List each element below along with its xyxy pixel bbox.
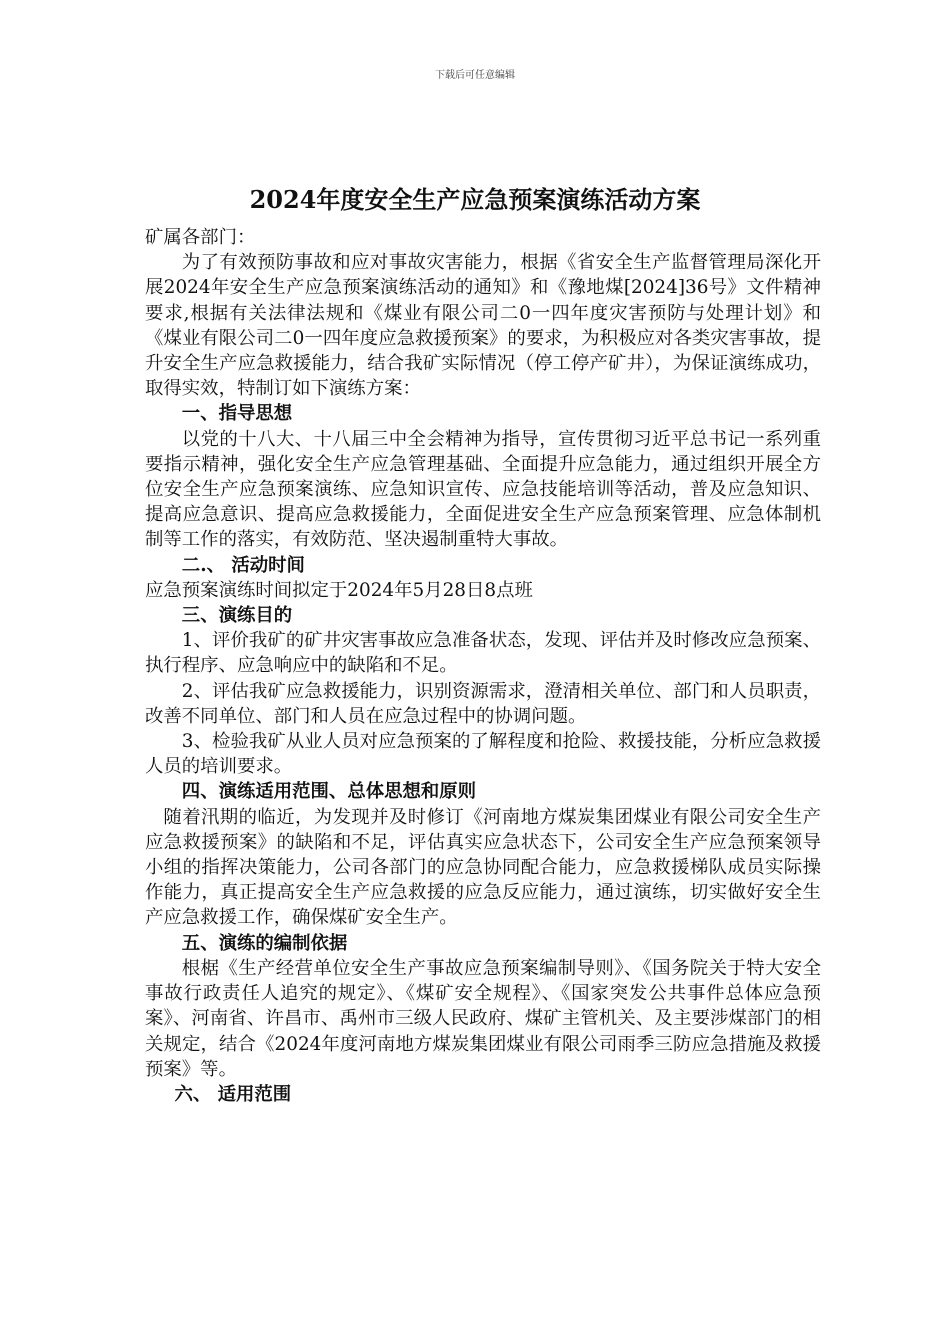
drill-purpose-item-1: 1、评价我矿的矿井灾害事故应急准备状态，发现、评估并及时修改应急预案、执行程序、应急响应中的缺陷和不足。 <box>145 630 821 677</box>
header-note: 下载后可任意编辑 <box>435 70 515 81</box>
section-body-guiding-thought: 以党的十八大、十八届三中全会精神为指导，宣传贯彻习近平总书记一系列重要指示精神，强化安全生产应急管理基础、全面提升应急能力，通过组织开展全方位安全生产应急预案演练、应急知识宣传、应急技能培训等活动，普及应急知识、提高应急意识、提高应急救援能力，全面促进安全生产应急预案管理、应急体制机制等工作的落实，有效防范、坚决遏制重特大事故。 <box>145 428 821 551</box>
section-heading-guiding-thought: 一、指导思想 <box>181 403 293 425</box>
section-heading-drill-purpose: 三、演练目的 <box>181 605 293 627</box>
section-heading-scope-principles: 四、演练适用范围、总体思想和原则 <box>181 781 477 803</box>
section-body-activity-time: 应急预案演练时间拟定于2024年5月28日8点班 <box>145 579 533 601</box>
document-body <box>145 225 821 1107</box>
salutation: 矿属各部门： <box>145 227 256 248</box>
section-heading-activity-time: 二.、 活动时间 <box>181 554 305 576</box>
section-heading-basis: 五、演练的编制依据 <box>181 932 348 954</box>
drill-purpose-item-2: 2、评估我矿应急救援能力，识别资源需求，澄清相关单位、部门和人员职责，改善不同单位、部门和人员在应急过程中的协调问题。 <box>145 680 821 727</box>
intro-paragraph: 为了有效预防事故和应对事故灾害能力，根据《省安全生产监督管理局深化开展2024年安全生产应急预案演练活动的通知》和《豫地煤[2024]36号》文件精神要求,根据有关法律法规和《煤业有限公司二0一四年度灾害预防与处理计划》和《煤业有限公司二0一四年度应急救援预案》的要求，为积极应对各类灾害事故，提升安全生产应急救援能力，结合我矿实际情况（停工停产矿井），为保证演练成功，取得实效，特制订如下演练方案： <box>145 252 821 400</box>
document-title: 2024年度安全生产应急预案演练活动方案 <box>249 185 701 214</box>
section-body-basis: 根椐《生产经营单位安全生产事故应急预案编制导则》、《国务院关于特大安全事故行政责任人追究的规定》、《煤矿安全规程》、《国家突发公共事件总体应急预案》、河南省、许昌市、禹州市三级人民政府、煤矿主管机关、及主要涉煤部门的相关规定，结合《2024年度河南地方煤炭集团煤业有限公司雨季三防应急措施及救援预案》等。 <box>145 957 821 1080</box>
drill-purpose-item-3: 3、检验我矿从业人员对应急预案的了解程度和抢险、救援技能，分析应急救援人员的培训要求。 <box>145 731 821 778</box>
section-body-scope-principles: 随着汛期的临近，为发现并及时修订《河南地方煤炭集团煤业有限公司安全生产应急救援预案》的缺陷和不足，评估真实应急状态下，公司安全生产应急预案领导小组的指挥决策能力，公司各部门的应急协同配合能力，应急救援梯队成员实际操作能力，真正提高安全生产应急救援的应急反应能力，通过演练，切实做好安全生产应急救援工作，确保煤矿安全生产。 <box>145 806 821 929</box>
section-heading-applicable-scope: 六、 适用范围 <box>174 1083 292 1105</box>
